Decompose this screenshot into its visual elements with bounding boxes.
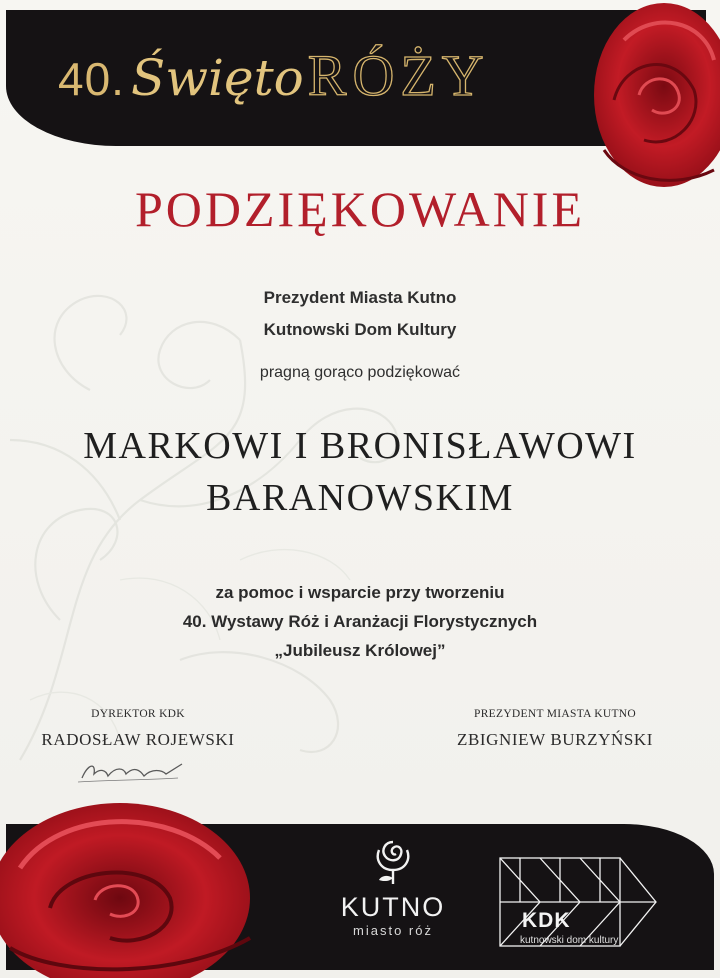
signature-role-left: DYREKTOR KDK — [91, 708, 185, 720]
kutno-tagline: miasto róż — [353, 923, 433, 938]
recipient-names — [40, 420, 680, 524]
issuer-line-1: Prezydent Miasta Kutno — [263, 288, 457, 307]
handwritten-signature — [78, 756, 188, 786]
kdk-subtitle: kutnowski dom kultury — [520, 935, 619, 946]
kdk-name: KDK — [522, 909, 571, 932]
signature-role-right: PREZYDENT MIASTA KUTNO — [474, 708, 636, 720]
recipient-line-1: MARKOWI I BRONISŁAWOWI — [83, 425, 637, 467]
kutno-name: KUTNO — [340, 892, 446, 922]
signature-name-left: RADOSŁAW ROJEWSKI — [41, 730, 235, 749]
kutno-logo — [318, 836, 468, 956]
event-title — [58, 42, 490, 122]
certificate-heading: PODZIĘKOWANIE — [134, 181, 586, 237]
signature-block-right — [440, 708, 670, 750]
event-number: 40. — [58, 53, 125, 105]
reason-line-1: za pomoc i wsparcie przy tworzeniu — [215, 583, 505, 602]
intro-text: pragną gorąco podziękować — [259, 364, 461, 381]
rose-top-image — [584, 0, 720, 200]
rose-emblem-icon — [371, 836, 415, 886]
recipient-line-2: BARANOWSKIM — [206, 477, 514, 519]
reason-line-2: 40. Wystawy Róż i Aranżacji Florystycznych — [182, 612, 538, 631]
rose-bottom-image — [0, 788, 260, 978]
event-caps-word: RÓŻY — [307, 43, 490, 108]
event-script-word: Święto — [130, 49, 304, 107]
issuer-line-2: Kutnowski Dom Kultury — [263, 320, 457, 339]
reason-text — [60, 578, 660, 665]
signature-block-left — [28, 708, 248, 750]
signature-name-right: ZBIGNIEW BURZYŃSKI — [456, 730, 654, 749]
reason-line-3: „Jubileusz Królowej” — [274, 641, 446, 660]
